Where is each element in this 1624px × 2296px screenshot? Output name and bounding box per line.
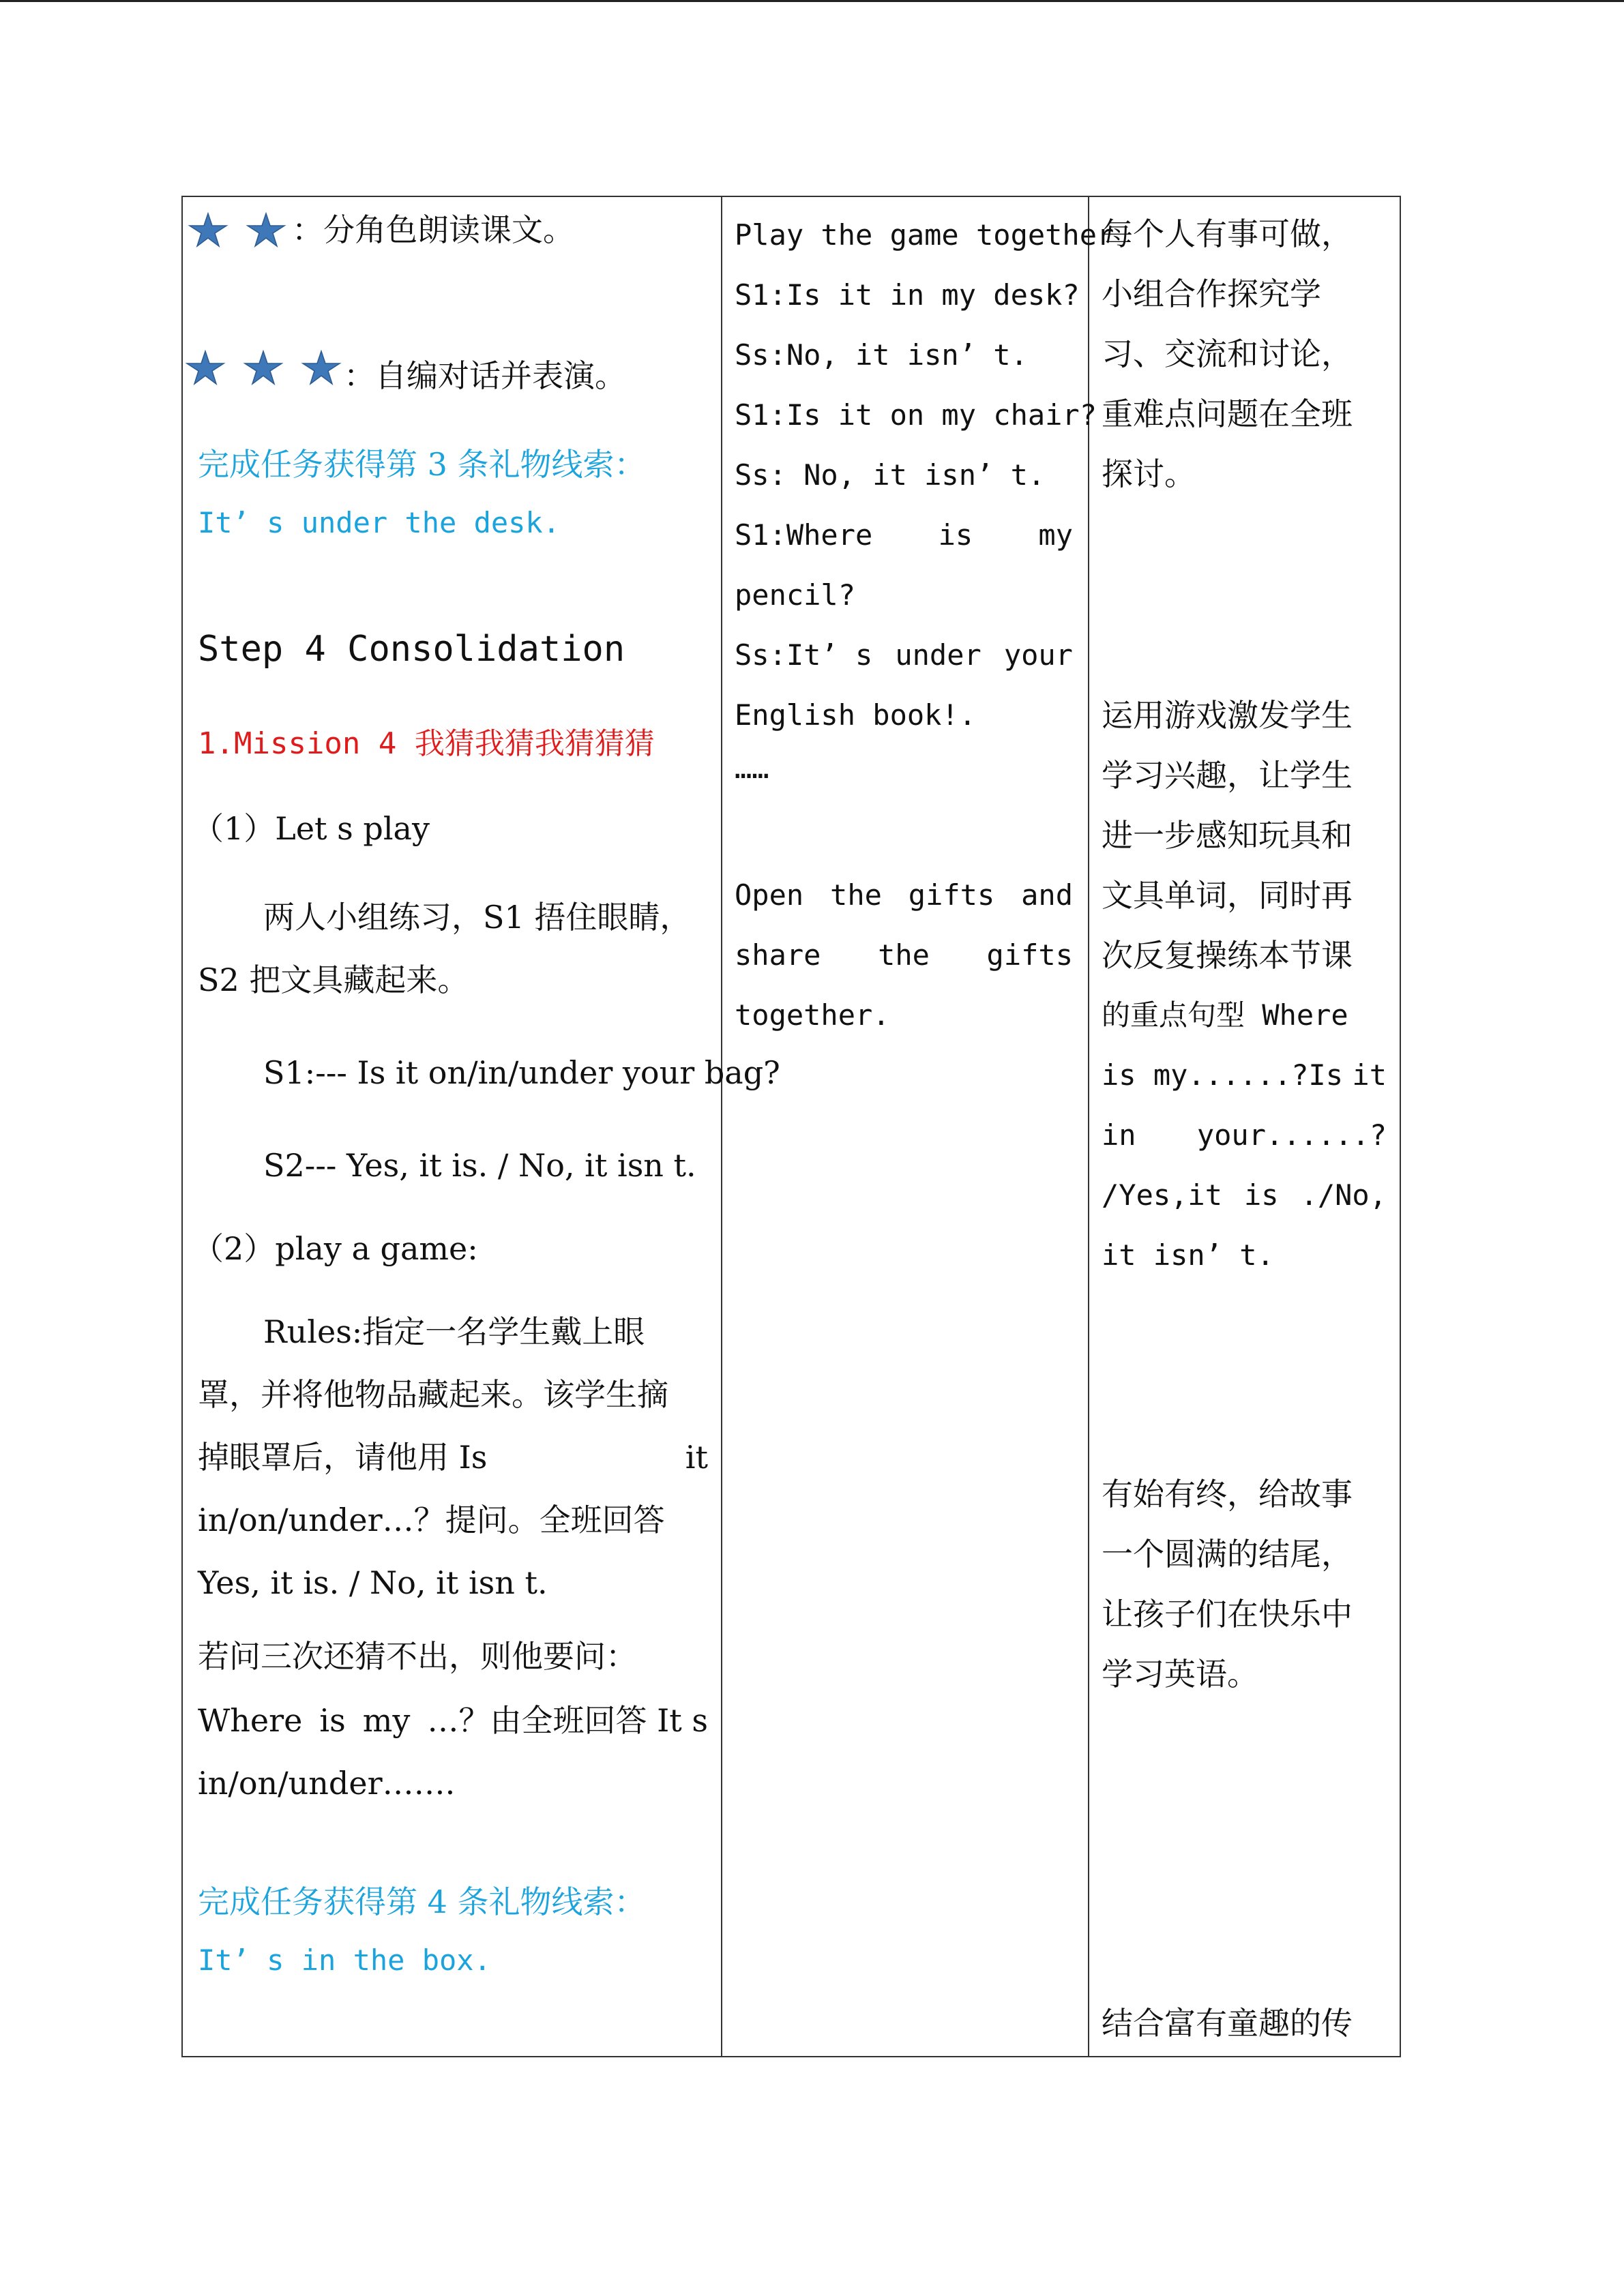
mid-line-3: S1:Is it on my chair? <box>735 398 1097 432</box>
right-b1-3: 重难点问题在全班 <box>1102 396 1353 432</box>
mid-ellipsis: …… <box>735 751 769 785</box>
three-stars-row <box>183 350 344 389</box>
student-activity-column <box>721 197 1114 2056</box>
mission4-title: 1.Mission 4 我猜我猜我猜猜猜 <box>198 726 655 761</box>
mid-where-a: S1:Where <box>735 518 873 552</box>
right-b2-mono-4 <box>1102 1175 1387 1216</box>
mid-share-line <box>735 935 1073 976</box>
star-icon <box>186 212 231 249</box>
right-b2-mono-2a: is my......?Is <box>1102 1058 1344 1092</box>
right-b3-3: 学习英语。 <box>1102 1656 1258 1693</box>
rules-line2: 罩，并将他物品藏起来。该学生摘 <box>198 1376 668 1413</box>
mid-line-1: S1:Is it in my desk? <box>735 278 1080 312</box>
ask-line1: 若问三次还猜不出，则他要问： <box>198 1638 637 1675</box>
task4-clue: It’ s in the box. <box>198 1943 491 1977</box>
mid-where-b: is <box>938 518 973 552</box>
rules-line3-start: 掉眼罩后，请他用 Is <box>198 1439 488 1476</box>
right-b2-2: 进一步感知玩具和 <box>1102 817 1353 854</box>
right-b1-1: 小组合作探究学 <box>1102 275 1321 312</box>
mid-english-book-line: English book!. <box>735 698 977 732</box>
star-icon <box>243 212 289 249</box>
ask-word-rest: …？由全班回答 It s <box>427 1702 708 1739</box>
two-stars-text: ：分角色朗读课文。 <box>292 211 574 248</box>
right-b2-mono-2b: it <box>1352 1058 1387 1092</box>
right-b2-3: 文具单词，同时再 <box>1102 877 1353 914</box>
mid-line-0: Play the game together <box>735 218 1114 252</box>
design-intent-column <box>1088 197 1402 2056</box>
mid-pencil-line: pencil? <box>735 578 856 612</box>
right-b1-0: 每个人有事可做， <box>1102 215 1353 252</box>
ask-word-my: my <box>362 1702 411 1739</box>
right-b2-mono-5: it isn’ t. <box>1102 1238 1274 1272</box>
right-b1-4: 探讨。 <box>1102 456 1196 492</box>
star-icon <box>183 350 228 387</box>
star-icon <box>299 350 344 387</box>
page-top-border <box>0 0 1624 2</box>
mid-open-line <box>735 875 1073 916</box>
right-b2-mono-3a: in <box>1102 1118 1136 1152</box>
rules-line5: Yes, it is. / No, it isn t. <box>198 1564 548 1601</box>
play-game-heading: （2）play a game: <box>192 1230 478 1267</box>
right-b2-mono-2 <box>1102 1055 1387 1096</box>
mid-open-c: gifts <box>908 878 995 912</box>
right-b2-mono-4b: is <box>1244 1178 1279 1212</box>
ask-word-where: Where <box>198 1702 303 1739</box>
task3-title: 完成任务获得第 3 条礼物线索： <box>198 446 646 483</box>
rules-line4: in/on/under…？提问。全班回答 <box>198 1502 665 1538</box>
mid-where-c: my <box>1038 518 1073 552</box>
lets-play-heading: （1）Let s play <box>192 810 430 847</box>
mid-open-d: and <box>1021 878 1073 912</box>
mid-share-c: gifts <box>986 938 1073 972</box>
right-b2-mono-4a: /Yes,it <box>1102 1178 1223 1212</box>
lesson-plan-table <box>181 196 1401 2057</box>
star-icon <box>241 350 286 387</box>
step4-title: Step 4 Consolidation <box>198 629 625 670</box>
mid-under-b: under <box>895 638 981 672</box>
ask-word-is: is <box>319 1702 346 1739</box>
right-b1-2: 习、交流和讨论， <box>1102 336 1353 372</box>
right-b4-0: 结合富有童趣的传 <box>1102 2005 1353 2042</box>
right-b3-0: 有始有终，给故事 <box>1102 1476 1353 1512</box>
rules-line3 <box>198 1437 708 1478</box>
mid-under-a: Ss:It’ s <box>735 638 873 672</box>
mid-under-line <box>735 635 1073 676</box>
right-b2-mono-4c: ./No, <box>1300 1178 1387 1212</box>
mid-open-a: Open <box>735 878 804 912</box>
rules-line3-end: it <box>685 1439 708 1476</box>
mid-line-4: Ss: No, it isn’ t. <box>735 458 1046 492</box>
mid-together-line: together. <box>735 998 890 1032</box>
mid-open-b: the <box>830 878 882 912</box>
ask-line2 <box>198 1700 708 1741</box>
two-stars-row <box>186 212 289 252</box>
right-b2-mono-3b: your......? <box>1196 1118 1387 1152</box>
pair-practice-line1: 两人小组练习，S1 捂住眼睛， <box>263 899 692 936</box>
right-b2-mono-3 <box>1102 1115 1387 1156</box>
right-b3-2: 让孩子们在快乐中 <box>1102 1596 1353 1632</box>
mid-share-b: the <box>878 938 930 972</box>
mid-share-a: share <box>735 938 821 972</box>
right-b2-4: 次反复操练本节课 <box>1102 937 1353 974</box>
right-b2-1: 学习兴趣，让学生 <box>1102 757 1353 794</box>
right-b2-0: 运用游戏激发学生 <box>1102 697 1353 734</box>
s2-answer-line: S2--- Yes, it is. / No, it isn t. <box>263 1147 696 1184</box>
task4-title: 完成任务获得第 4 条礼物线索： <box>198 1883 646 1920</box>
ask-line3: in/on/under……. <box>198 1765 456 1802</box>
task3-clue: It’ s under the desk. <box>198 506 561 539</box>
pair-practice-line2: S2 把文具藏起来。 <box>198 961 469 998</box>
right-b3-1: 一个圆满的结尾， <box>1102 1536 1353 1572</box>
mid-where-line <box>735 515 1073 556</box>
rules-line1: Rules:指定一名学生戴上眼 <box>263 1313 645 1350</box>
mid-under-c: your <box>1003 638 1073 672</box>
mid-line-2: Ss:No, it isn’ t. <box>735 338 1028 372</box>
s1-question-line: S1:--- Is it on/in/under your bag? <box>263 1054 780 1091</box>
right-b2-mono-1: 的重点句型 Where <box>1102 998 1348 1032</box>
three-stars-text: ：自编对话并表演。 <box>344 357 626 394</box>
